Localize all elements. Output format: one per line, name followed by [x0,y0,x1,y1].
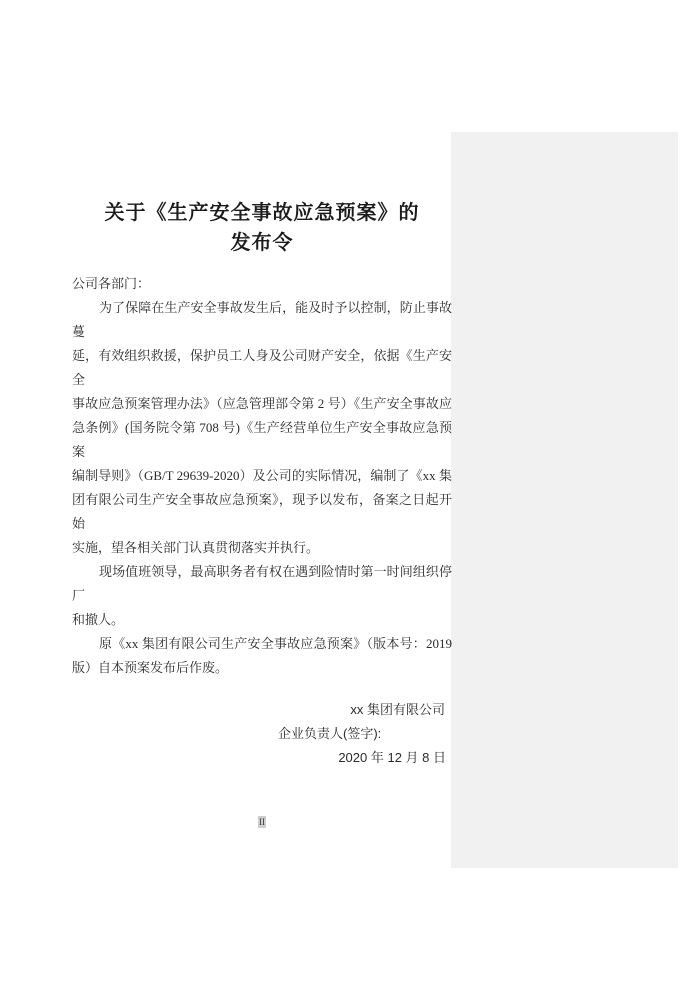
page-footer [72,812,452,830]
body-text-line: 现场值班领导，最高职务者有权在遇到险情时第一时间组织停厂 [72,564,452,603]
signature-date: 2020 年 12 月 8 日 [338,750,446,765]
signature-block [72,698,452,770]
body-text-line: 原《xx 集团有限公司生产安全事故应急预案》（版本号：2019 [99,636,452,651]
body-text-line: 团有限公司生产安全事故应急预案》，现予以发布，备案之日起开始 [72,492,452,531]
page-number-field: II [259,817,265,827]
salutation: 公司各部门： [72,276,151,291]
body-text-line: 和撤人。 [72,612,125,627]
document-body [72,0,452,770]
document-title-line-2: 发布令 [230,232,294,254]
signature-responsible-person-label: 企业负责人(签字): [278,726,382,741]
blank-side-panel [451,132,678,868]
body-text-line: 编制导则》（GB/T 29639-2020）及公司的实际情况，编制了《xx 集 [72,468,452,483]
document-title [72,198,452,258]
body-text-line: 急条例》(国务院令第 708 号)《生产经营单位生产安全事故应急预案 [72,420,452,459]
body-text-line: 实施，望各相关部门认真贯彻落实并执行。 [72,540,320,555]
signature-company-name: xx 集团有限公司 [350,702,445,717]
body-paragraphs [72,296,452,680]
body-text-line: 延，有效组织救援，保护员工人身及公司财产安全，依据《生产安全 [72,348,452,387]
body-text-line: 版）自本预案发布后作废。 [72,660,229,675]
document-title-line-1: 关于《生产安全事故应急预案》的 [104,202,420,224]
body-text-line: 事故应急预案管理办法》（应急管理部令第 2 号）《生产安全事故应 [72,396,452,411]
body-text-line: 为了保障在生产安全事故发生后，能及时予以控制，防止事故蔓 [72,300,452,339]
